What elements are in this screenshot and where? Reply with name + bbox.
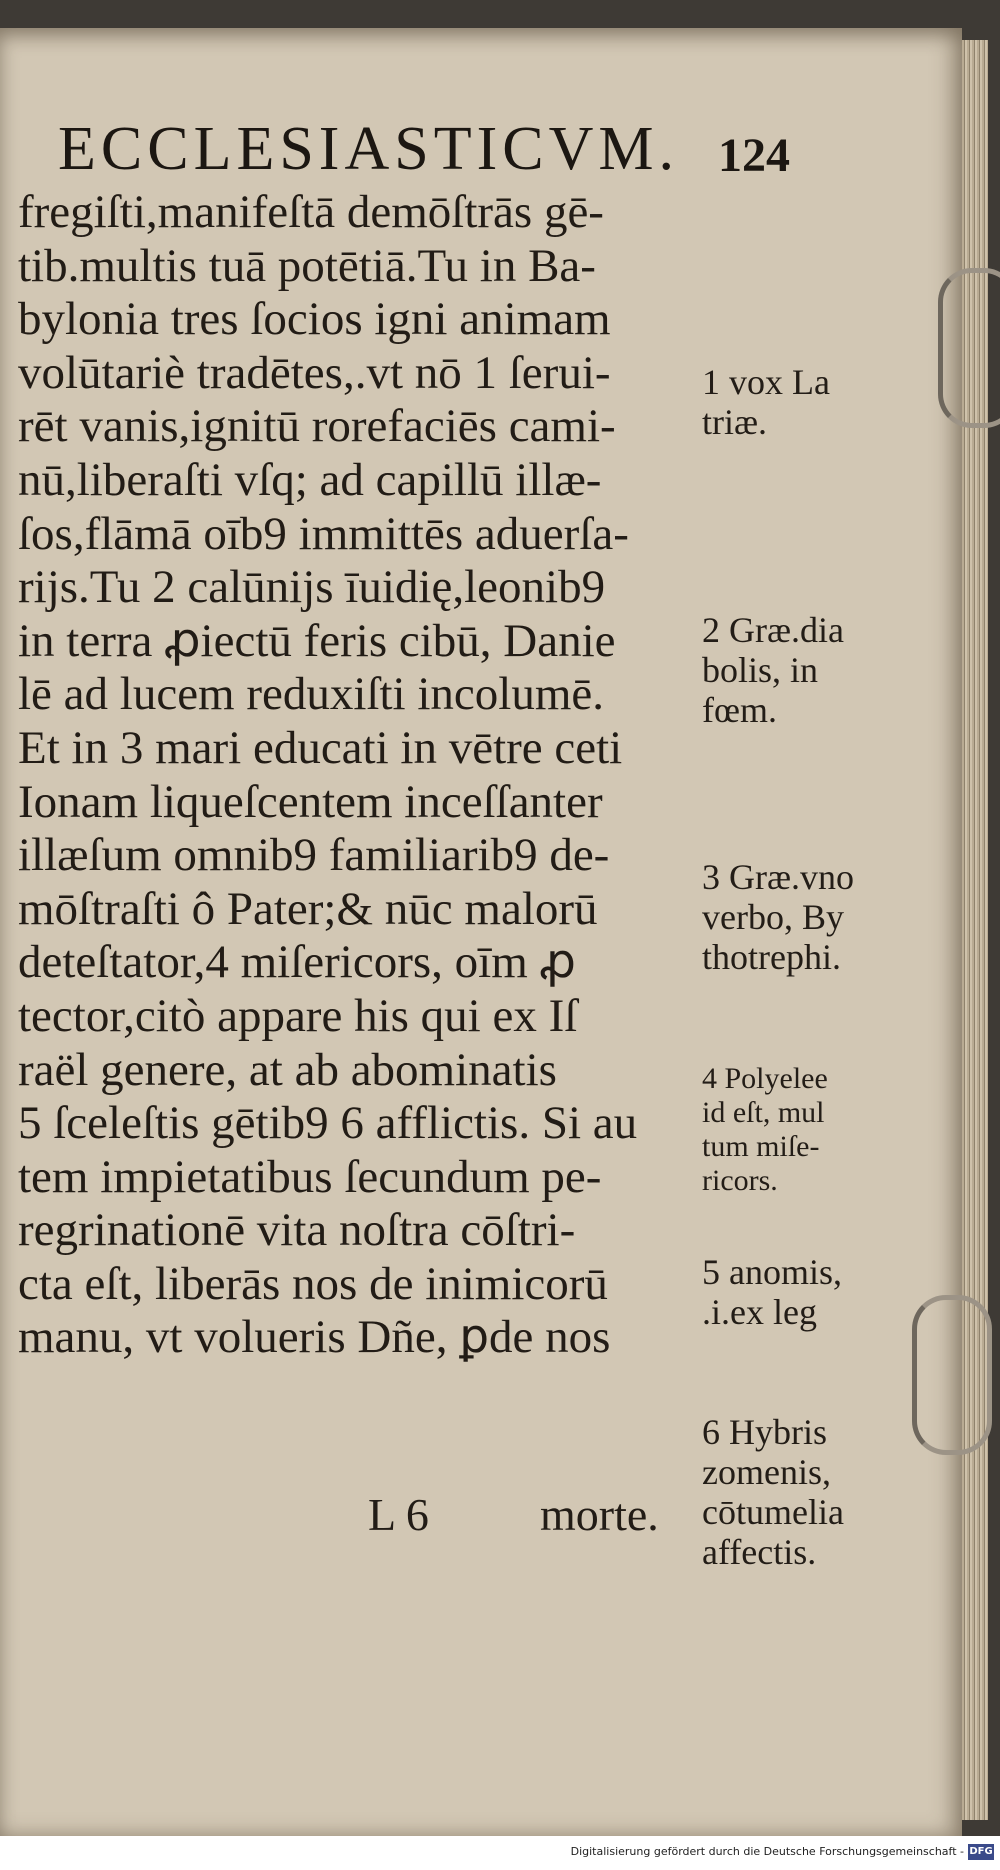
text-line: ſos,flāmā oīb9 immittēs aduerſa- (18, 507, 629, 560)
text-line: in terra ꝓiectū feris cibū, Danie (18, 614, 616, 667)
credit-text: Digitalisierung gefördert durch die Deutsche Forschungsgemeinschaft - (570, 1845, 964, 1858)
text-line: tib.multis tuā potētiā.Tu in Ba- (18, 239, 596, 292)
margin-note-line: ricors. (702, 1164, 778, 1197)
binding-clip-icon (938, 268, 1000, 428)
margin-note-line: zomenis, (702, 1452, 831, 1492)
text-line: raël genere, at ab abominatis (18, 1043, 557, 1096)
margin-note-line: 4 Polyelee (702, 1062, 828, 1095)
body-text (18, 186, 738, 1365)
page-number: 124 (718, 129, 790, 182)
binding-clip-icon (912, 1295, 992, 1455)
text-line: volūtariè tradētes,.vt nō 1 ſerui- (18, 346, 611, 399)
text-line: tector,citò appare his qui ex Iſ (18, 989, 578, 1042)
text-line: deteſtator,4 miſericors, oīm ꝓ (18, 936, 576, 989)
dfg-logo: DFG (968, 1844, 994, 1860)
margin-note-line: cōtumelia (702, 1492, 844, 1532)
margin-note-line: .i.ex leg (702, 1292, 817, 1332)
text-line: mōſtraſti ô Pater;& nūc malorū (18, 882, 598, 935)
margin-note-line: bolis, in (702, 650, 819, 690)
text-line: Ionam liqueſcentem inceſſanter (18, 775, 603, 828)
margin-note-line: tum miſe- (702, 1130, 820, 1163)
text-line: rēt vanis,ignitū rorefaciēs cami- (18, 400, 616, 453)
margin-note-line: 1 vox La (702, 362, 830, 402)
text-line: lē ad lucem reduxiſti incolumē. (18, 668, 605, 721)
text-line: regrinationē vita noſtra cōſtri- (18, 1204, 576, 1257)
text-line: tem impietatibus ſecundum pe- (18, 1150, 602, 1203)
margin-note-line: verbo, By (702, 897, 844, 937)
text-line: manu, vt volueris Dñe, ꝑde nos (18, 1311, 611, 1364)
text-line: fregiſti,manifeſtā demōſtrās gē- (18, 186, 604, 238)
margin-note-line: 2 Græ.dia (702, 610, 844, 650)
margin-note (702, 1062, 828, 1198)
margin-note-line: fœm. (702, 690, 777, 730)
margin-note (702, 1412, 844, 1572)
text-line: 5 ſceleſtis gētib9 6 afflictis. Si au (18, 1097, 638, 1150)
digitization-credit-bar (0, 1836, 1000, 1870)
margin-note-line: 3 Græ.vno (702, 857, 854, 897)
text-line: nū,liberaſti vſq; ad capillū illæ- (18, 453, 602, 506)
text-line: cta eſt, liberās nos de inimicorū (18, 1257, 608, 1310)
margin-note (702, 1252, 842, 1332)
margin-note (702, 362, 830, 442)
margin-note-line: affectis. (702, 1532, 817, 1572)
margin-note-line: id eſt, mul (702, 1096, 825, 1129)
text-line: bylonia tres ſocios igni animam (18, 293, 611, 346)
catchword: morte. (540, 1489, 659, 1540)
margin-note-line: 5 anomis, (702, 1252, 842, 1292)
margin-note-line: thotrephi. (702, 937, 841, 977)
margin-note (702, 857, 854, 977)
margin-note-line: triæ. (702, 402, 768, 442)
signature-mark: L 6 (368, 1489, 429, 1540)
margin-note-line: 6 Hybris (702, 1412, 827, 1452)
text-line: Et in 3 mari educati in vētre ceti (18, 721, 623, 774)
text-line: illæſum omnib9 familiarib9 de- (18, 829, 610, 882)
running-head: ECCLESIASTICVM. (58, 115, 679, 183)
text-line: rijs.Tu 2 calūnijs īuidię,leonib9 (18, 561, 606, 614)
margin-note (702, 610, 844, 730)
